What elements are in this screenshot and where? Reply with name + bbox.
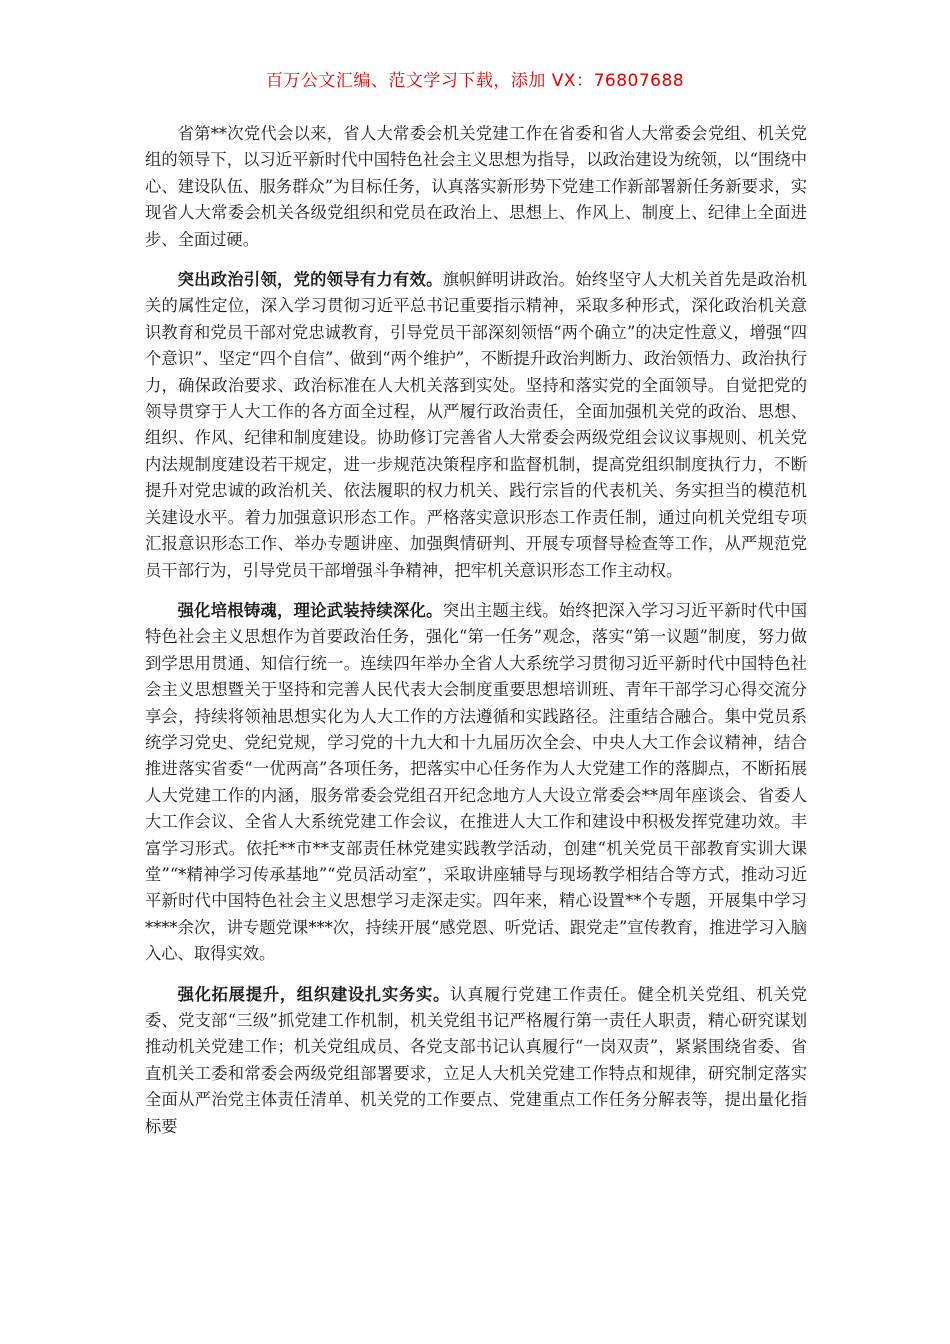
paragraph-text: 省第**次党代会以来，省人大常委会机关党建工作在省委和省人大常委会党组、机关党组的领导下，以习近平新时代中国特色社会主义思想为指导，以政治建设为统领，以“围绕中心、建设队伍、服务群众”为目标任务，认真落实新形势下党建工作新部署新任务新要求，实现省人大常委会机关各级党组织和党员在政治上、思想上、作风上、制度上、纪律上全面进步、全面过硬。 <box>145 124 807 249</box>
paragraph-intro <box>145 121 807 253</box>
paragraph-organization-building <box>145 982 807 1140</box>
paragraph-heading: 强化培根铸魂，理论武装持续深化。 <box>177 600 443 620</box>
paragraph-theory-armament <box>145 598 807 968</box>
paragraph-political-leadership <box>145 267 807 584</box>
paragraph-text: 旗帜鲜明讲政治。始终坚守人大机关首先是政治机关的属性定位，深入学习贯彻习近平总书记重要指示精神，采取多种形式，深化政治机关意识教育和党员干部对党忠诚教育，引导党员干部深刻领悟“两个确立”的决定性意义，增强“四个意识”、坚定“四个自信”、做到“两个维护”，不断提升政治判断力、政治领悟力、政治执行力，确保政治要求、政治标准在人大机关落到实处。坚持和落实党的全面领导。自觉把党的领导贯穿于人大工作的各方面全过程，从严履行政治责任，全面加强机关党的政治、思想、组织、作风、纪律和制度建设。协助修订完善省人大常委会两级党组会议议事规则、机关党内法规制度建设若干规定，进一步规范决策程序和监督机制，提高党组织制度执行力，不断提升对党忠诚的政治机关、依法履职的权力机关、践行宗旨的代表机关、务实担当的模范机关建设水平。着力加强意识形态工作。严格落实意识形态工作责任制，通过向机关党组专项汇报意识形态工作、举办专题讲座、加强舆情研判、开展专项督导检查等工作，从严规范党员干部行为，引导党员干部增强斗争精神，把牢机关意识形态工作主动权。 <box>145 270 807 580</box>
paragraph-text: 突出主题主线。始终把深入学习习近平新时代中国特色社会主义思想作为首要政治任务，强化“第一任务”观念，落实“第一议题”制度，努力做到学思用贯通、知信行统一。连续四年举办全省人大系统学习贯彻习近平新时代中国特色社会主义思想暨关于坚持和完善人民代表大会制度重要思想培训班、青年干部学习心得交流分享会，持续将领袖思想实化为人大工作的方法遵循和实践路径。注重结合融合。集中党员系统学习党史、党纪党规，学习党的十九大和十九届历次全会、中央人大工作会议精神，结合推进落实省委“一优两高”各项任务，把落实中心任务作为人大党建工作的落脚点，不断拓展人大党建工作的内涵，服务常委会党组召开纪念地方人大设立常委会**周年座谈会、省委人大工作会议、全省人大系统党建工作会议，在推进人大工作和建设中积极发挥党建功效。丰富学习形式。依托**市**支部责任林党建实践教学活动，创建“机关党员干部教育实训大课堂”“*精神学习传承基地”“党员活动室”，采取讲座辅导与现场教学相结合等方式，推动习近平新时代中国特色社会主义思想学习走深走实。四年来，精心设置**个专题，开展集中学习****余次，讲专题党课***次，持续开展“感党恩、听党话、跟党走”宣传教育，推进学习入脑入心、取得实效。 <box>145 600 807 964</box>
paragraph-heading: 强化拓展提升，组织建设扎实务实。 <box>177 984 451 1004</box>
document-body <box>145 121 807 1154</box>
paragraph-text: 认真履行党建工作责任。健全机关党组、机关党委、党支部“三级”抓党建工作机制，机关党组书记严格履行第一责任人职责，精心研究谋划推动机关党建工作；机关党组成员、各党支部书记认真履行“一岗双责”，紧紧围绕省委、省直机关工委和常委会两级党组部署要求，立足人大机关党建工作特点和规律，研究制定落实全面从严治党主体责任清单、机关党的工作要点、党建重点工作任务分解表等，提出量化指标要 <box>145 984 807 1136</box>
paragraph-heading: 突出政治引领，党的领导有力有效。 <box>177 270 443 290</box>
header-banner: 百万公文汇编、范文学习下载，添加 VX：76807688 <box>265 71 685 91</box>
